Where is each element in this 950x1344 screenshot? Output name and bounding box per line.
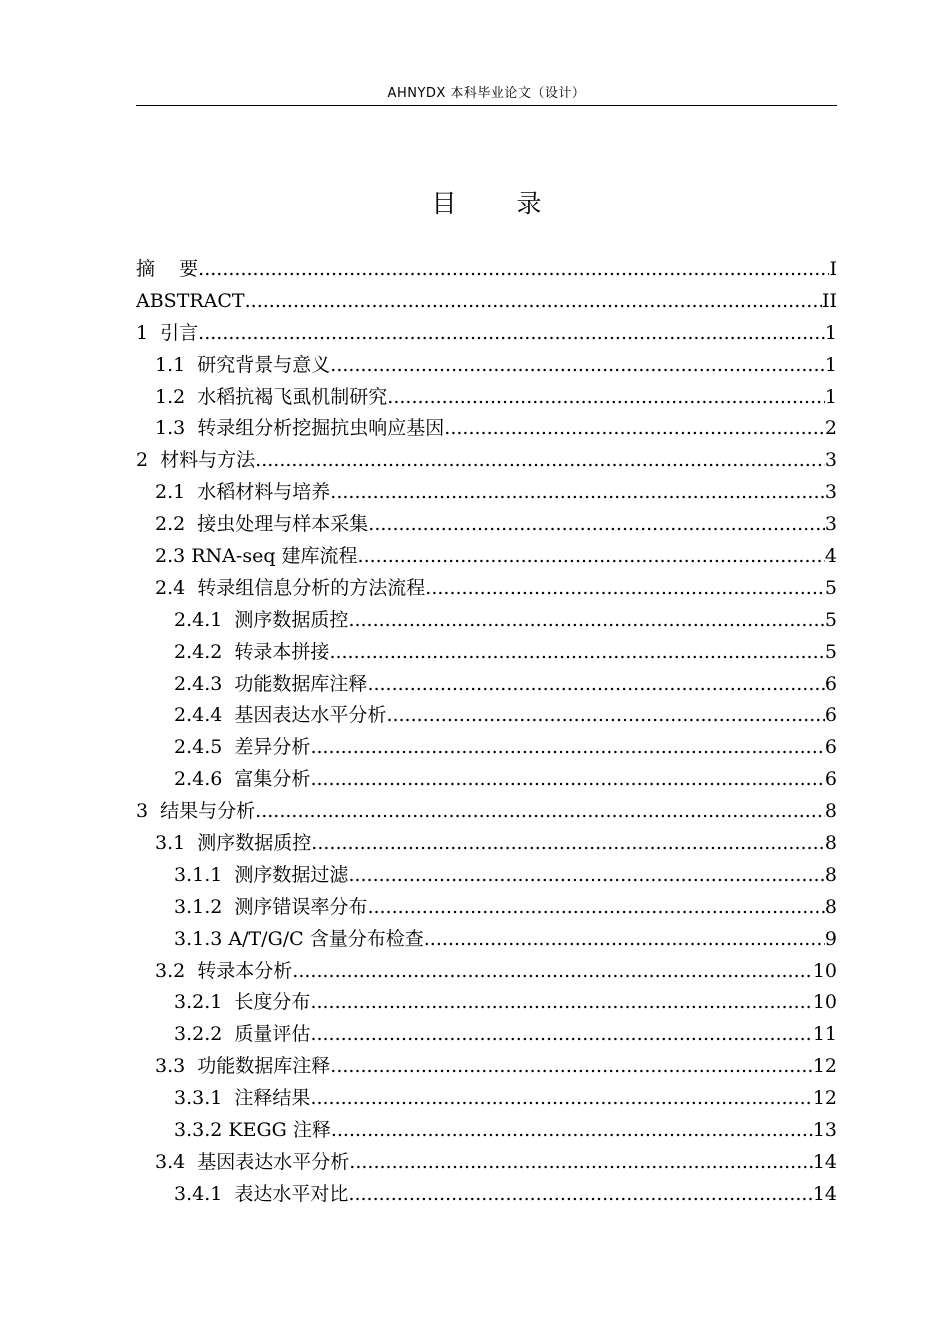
toc-entry[interactable] [136, 1179, 837, 1211]
toc-entry[interactable] [136, 1019, 837, 1051]
toc-entry[interactable] [136, 477, 837, 509]
toc-leader-dots [329, 637, 824, 669]
toc-entry-label: 3.4 基因表达水平分析 [155, 1150, 350, 1173]
toc-entry-label: ABSTRACT [136, 289, 245, 312]
toc-leader-dots [310, 1083, 812, 1115]
toc-leader-dots [310, 764, 824, 796]
toc-entry[interactable] [136, 605, 837, 637]
toc-entry-page: 9 [824, 927, 837, 950]
toc-entry-label: 1 引言 [136, 321, 199, 344]
toc-entry-page: 5 [824, 576, 837, 599]
toc-entry-label: 2 材料与方法 [136, 449, 256, 472]
toc-leader-dots [387, 382, 825, 414]
toc-leader-dots [348, 605, 824, 637]
toc-leader-dots [348, 860, 824, 892]
toc-entry-label: 2.2 接虫处理与样本采集 [155, 513, 369, 536]
toc-entry-page: 6 [824, 736, 837, 759]
toc-entry-page: 10 [812, 991, 837, 1014]
toc-leader-dots [255, 796, 825, 828]
toc-leader-dots [331, 1115, 813, 1147]
toc-entry[interactable] [136, 1115, 837, 1147]
toc-entry-label: 3.1.3 A/T/G/C 含量分布检查 [174, 927, 424, 950]
toc-entry-page: 8 [824, 895, 837, 918]
toc-entry-page: 3 [824, 481, 837, 504]
toc-entry-label: 2.4.1 测序数据质控 [174, 608, 349, 631]
toc-entry[interactable] [136, 350, 837, 382]
toc-leader-dots [367, 669, 824, 701]
toc-entry-label: 3.4.1 表达水平对比 [174, 1182, 349, 1205]
toc-entry-label: 3.2 转录本分析 [155, 959, 293, 982]
toc-leader-dots [349, 1147, 813, 1179]
toc-leader-dots [198, 318, 825, 350]
toc-leader-dots [292, 956, 813, 988]
toc-entry-page: 1 [824, 353, 837, 376]
toc-entry[interactable] [136, 318, 837, 350]
toc-entry-page: 5 [824, 640, 837, 663]
toc-leader-dots [425, 573, 825, 605]
toc-entry-label: 3.1.1 测序数据过滤 [174, 863, 349, 886]
toc-leader-dots [444, 413, 825, 445]
toc-entry[interactable] [136, 828, 837, 860]
toc-entry-label: 3 结果与分析 [136, 800, 256, 823]
header-rule [136, 105, 837, 106]
toc-entry[interactable] [136, 573, 837, 605]
toc-entry-page: 3 [824, 513, 837, 536]
toc-entry-label: 2.4.6 富集分析 [174, 768, 311, 791]
toc-entry[interactable] [136, 956, 837, 988]
toc-entry[interactable] [136, 1051, 837, 1083]
toc-entry-label: 2.4 转录组信息分析的方法流程 [155, 576, 426, 599]
toc-entry-page: 1 [824, 385, 837, 408]
toc-entry-label: 2.4.4 基因表达水平分析 [174, 704, 387, 727]
toc-entry-page: 8 [824, 832, 837, 855]
toc-entry-label: 3.2.1 长度分布 [174, 991, 311, 1014]
toc-entry-page: 1 [824, 321, 837, 344]
toc-leader-dots [311, 828, 825, 860]
toc-entry-page: 10 [812, 959, 837, 982]
toc-entry-page: 2 [824, 417, 837, 440]
toc-entry[interactable] [136, 637, 837, 669]
toc-entry-page: 6 [824, 768, 837, 791]
toc-leader-dots [367, 892, 824, 924]
toc-entry[interactable] [136, 764, 837, 796]
toc-entry-page: 6 [824, 672, 837, 695]
toc-entry[interactable] [136, 860, 837, 892]
toc-entry-page: 3 [824, 449, 837, 472]
toc-entry[interactable] [136, 1147, 837, 1179]
toc-title: 目 录 [431, 189, 568, 218]
toc-entry-label: 2.4.3 功能数据库注释 [174, 672, 368, 695]
toc-leader-dots [330, 477, 825, 509]
toc-entry[interactable] [136, 254, 837, 286]
toc-entry-label: 1.1 研究背景与意义 [155, 353, 331, 376]
toc-entry-label: 2.3 RNA-seq 建库流程 [155, 545, 358, 568]
toc-entry-label: 1.3 转录组分析挖掘抗虫响应基因 [155, 417, 445, 440]
toc-entry-page: 11 [812, 1023, 837, 1046]
toc-entry[interactable] [136, 892, 837, 924]
toc-entry-page: I [829, 258, 837, 280]
toc-entry[interactable] [136, 700, 837, 732]
toc-leader-dots [255, 445, 825, 477]
toc-entry-label: 3.1.2 测序错误率分布 [174, 895, 368, 918]
running-header: AHNYDX 本科毕业论文（设计） [387, 86, 586, 101]
table-of-contents [136, 254, 837, 1211]
toc-entry-page: 12 [812, 1055, 837, 1078]
toc-entry-label: 3.3 功能数据库注释 [155, 1055, 331, 1078]
toc-leader-dots [358, 541, 825, 573]
toc-entry[interactable] [136, 445, 837, 477]
toc-entry-label: 2.4.2 转录本拼接 [174, 640, 330, 663]
toc-entry[interactable] [136, 413, 837, 445]
toc-entry-page: 8 [824, 863, 837, 886]
toc-entry-page: 6 [824, 704, 837, 727]
toc-entry[interactable] [136, 1083, 837, 1115]
toc-entry[interactable] [136, 286, 837, 318]
toc-entry-page: 4 [824, 545, 837, 568]
toc-entry[interactable] [136, 669, 837, 701]
toc-leader-dots [368, 509, 825, 541]
toc-entry-label: 3.3.2 KEGG 注释 [174, 1119, 331, 1142]
toc-leader-dots [330, 350, 825, 382]
toc-entry-label: 摘 要 [136, 258, 199, 280]
toc-leader-dots [424, 924, 825, 956]
toc-entry-page: 14 [812, 1150, 837, 1173]
toc-leader-dots [198, 254, 829, 286]
toc-leader-dots [245, 286, 822, 318]
toc-entry-label: 1.2 水稻抗褐飞虱机制研究 [155, 385, 388, 408]
toc-leader-dots [310, 732, 824, 764]
toc-entry-page: 5 [824, 608, 837, 631]
toc-entry-page: II [821, 289, 837, 312]
toc-entry[interactable] [136, 924, 837, 956]
toc-entry-page: 14 [812, 1182, 837, 1205]
toc-leader-dots [386, 700, 824, 732]
toc-entry[interactable] [136, 987, 837, 1019]
toc-entry-page: 12 [812, 1087, 837, 1110]
toc-entry[interactable] [136, 732, 837, 764]
toc-entry[interactable] [136, 382, 837, 414]
toc-leader-dots [310, 987, 812, 1019]
toc-leader-dots [330, 1051, 813, 1083]
toc-entry-label: 2.1 水稻材料与培养 [155, 481, 331, 504]
toc-leader-dots [310, 1019, 812, 1051]
toc-leader-dots [348, 1179, 812, 1211]
toc-entry-label: 3.1 测序数据质控 [155, 832, 312, 855]
toc-entry-label: 3.3.1 注释结果 [174, 1087, 311, 1110]
toc-entry[interactable] [136, 509, 837, 541]
toc-entry-label: 2.4.5 差异分析 [174, 736, 311, 759]
toc-entry[interactable] [136, 796, 837, 828]
toc-entry-label: 3.2.2 质量评估 [174, 1023, 311, 1046]
toc-entry[interactable] [136, 541, 837, 573]
toc-entry-page: 8 [824, 800, 837, 823]
toc-entry-page: 13 [812, 1119, 837, 1142]
